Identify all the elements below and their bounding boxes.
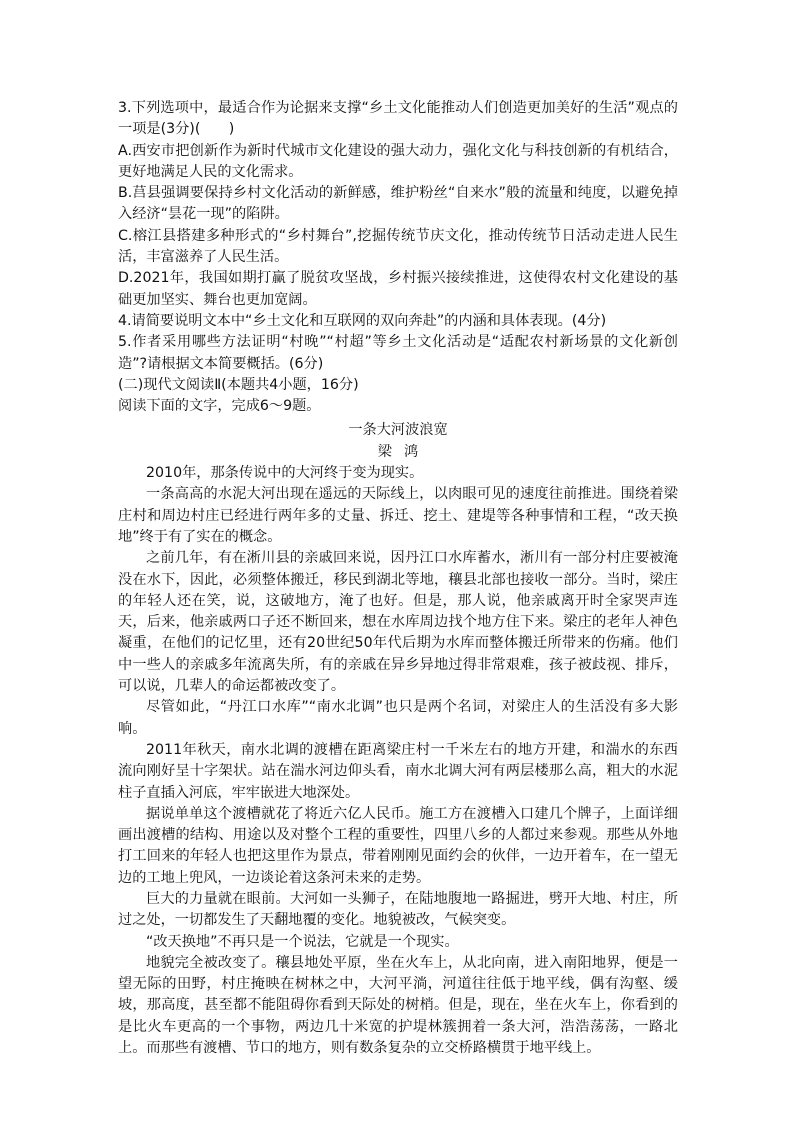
article-author-name: 梁鸿	[377, 443, 431, 460]
article-title: 一条大河波浪宽	[348, 422, 448, 439]
article-paragraph-8: “改天换地”不再只是一个说法，它就是一个现实。	[146, 933, 459, 950]
question-5: 5.作者采用哪些方法证明“村晚”“村超”等乡土文化活动是“适配农村新场景的文化新创造”?请根据文本简要概括。(6分)	[118, 334, 678, 372]
article-paragraph-6: 据说单单这个渡槽就花了将近六亿人民币。施工方在渡槽入口建几个牌子，上面详细画出渡槽的结构、用途以及对整个工程的重要性，四里八乡的人都过来参观。那些从外地打工回来的年轻人也把这里作为景点，带着刚刚见面约会的伙伴，一边开着车，在一望无边的工地上兜风，一边谈论着这条河未来的走势。	[118, 805, 678, 886]
question-3-stem: 3.下列选项中，最适合作为论据来支撑“乡土文化能推动人们创造更加美好的生活”观点的一项是(3分)( )	[118, 100, 678, 138]
article-paragraph-9: 地貌完全被改变了。穰县地处平原，坐在火车上，从北向南，进入南阳地界，便是一望无际的田野，村庄掩映在树林之中，大河平淌，河道往往低于地平线，偶有沟壑、缓坡，那高度，甚至都不能阻碍你看到天际处的树梢。但是，现在，坐在火车上，你看到的是比火车更高的一个事物，两边几十米宽的护堤林簇拥着一条大河，浩浩荡荡，一路北上。而那些有渡槽、节口的地方，则有数条复杂的立交桥路横贯于地平线上。	[118, 954, 678, 1057]
question-3-option-d: D.2021年，我国如期打赢了脱贫攻坚战，乡村振兴接续推进，这使得农村文化建设的基础更加坚实、舞台也更加宽阔。	[118, 270, 678, 308]
section-2-heading: (二)现代文阅读Ⅱ(本题共4小题，16分)	[118, 376, 359, 393]
article-paragraph-2: 一条高高的水泥大河出现在遥远的天际线上，以肉眼可见的速度往前推进。围绕着梁庄村和周边村庄已经进行两年多的丈量、拆迁、挖土、建堤等各种事情和工程，“改天换地”终于有了实在的概念。	[118, 486, 678, 545]
article-paragraph-1: 2010年，那条传说中的大河终于变为现实。	[146, 465, 424, 482]
section-2-instruction: 阅读下面的文字，完成6～9题。	[118, 398, 321, 415]
question-3-option-a: A.西安市把创新作为新时代城市文化建设的强大动力，强化文化与科技创新的有机结合，更好地满足人民的文化需求。	[118, 142, 678, 180]
question-3-option-c: C.榕江县搭建多种形式的“乡村舞台”,挖掘传统节庆文化，推动传统节日活动走进人民生活，丰富滋养了人民生活。	[118, 227, 678, 266]
page-content	[118, 98, 678, 1059]
article-paragraph-5: 2011年秋天，南水北调的渡槽在距离梁庄村一千米左右的地方开建，和湍水的东西流向刚好呈十字架状。站在湍水河边仰头看，南水北调大河有两层楼那么高，粗大的水泥柱子直插入河底，牢牢嵌进大地深处。	[118, 741, 678, 801]
question-4: 4.请简要说明文本中“乡土文化和互联网的双向奔赴”的内涵和具体表现。(4分)	[118, 312, 607, 329]
article-paragraph-4: 尽管如此，“丹江口水库”“南水北调”也只是两个名词，对梁庄人的生活没有多大影响。	[118, 699, 678, 737]
question-3-option-b: B.莒县强调要保持乡村文化活动的新鲜感，维护粉丝“自来水”般的流量和纯度，以避免掉入经济“昙花一现”的陷阱。	[118, 185, 678, 223]
article-paragraph-7: 巨大的力量就在眼前。大河如一头狮子，在陆地腹地一路掘进，劈开大地、村庄，所过之处，一切都发生了天翻地覆的变化。地貌被改，气候突变。	[118, 890, 678, 929]
article-paragraph-3: 之前几年，有在淅川县的亲戚回来说，因丹江口水库蓄水，淅川有一部分村庄要被淹没在水下，因此，必须整体搬迁，移民到湖北等地，穰县北部也接收一部分。当时，梁庄的年轻人还在笑，说，这破地方，淹了也好。但是，那人说，他亲戚离开时全家哭声连天，后来，他亲戚两口子还不断回来，想在水库周边找个地方住下来。梁庄的老年人神色凝重，在他们的记忆里，还有20世纪50年代后期为水库而整体搬迁所带来的伤痛。他们中一些人的亲戚多年流离失所，有的亲戚在异乡异地过得非常艰难，孩子被歧视、排斥，可以说，几辈人的命运都被改变了。	[118, 550, 678, 695]
article-author	[118, 442, 678, 463]
